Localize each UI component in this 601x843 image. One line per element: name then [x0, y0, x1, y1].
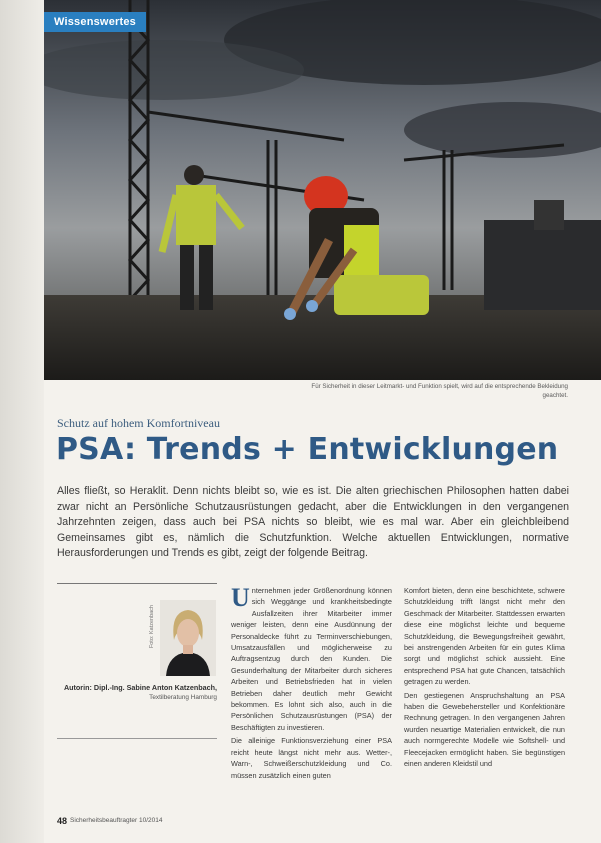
author-box-top-rule — [57, 583, 217, 584]
drop-cap: U — [231, 583, 250, 612]
body-paragraph: Komfort bieten, denn eine beschichtete, schwere Schutzkleidung trifft längst nicht mehr den Geschmack der Mitarbeiter. Stattdessen erwarten diese eine möglichst leichte und bequeme Schutzkleidung, die Bewegungsfreiheit gewährt, bei anstrengenden Arbeiten für ein gutes Klima sorgt und möglichst schick aussieht. Eine entsprechend PSA hat gute Chancen, tatsächlich getragen zu werden. — [404, 586, 565, 687]
construction-workers-photo — [44, 0, 601, 380]
author-role: Textilberatung Hamburg — [149, 694, 217, 701]
author-name: Autorin: Dipl.-Ing. Sabine Anton Katzenbach, — [63, 683, 217, 692]
hero-photo — [44, 0, 601, 380]
journal-footer: Sicherheitsbeauftragter 10/2014 — [70, 817, 163, 824]
article-lead: Alles fließt, so Heraklit. Denn nichts bleibt so, wie es ist. Die alten griechischen Philosophen hatten dabei zwar nicht an Persönliche Schutzausrüstungen gedacht, aber die Entwicklungen in den vergangenen Jahrzehnten zeigen, dass auch bei PSA nichts so bleibt, wie es mal war. Aber ein gleichbleibend Gemeinsames gibt es, nämlich die Schutzfunktion. Welche aktuellen Entwicklungen, normative Herausforderungen und Trends es gibt, zeigt der folgende Beitrag. — [57, 485, 569, 559]
photo-caption: Für Sicherheit in dieser Leitmarkt- und Funktion spielt, wird auf die entsprechende Bekleidung geachtet. — [311, 383, 568, 399]
page-number: 48 — [57, 816, 68, 826]
article-headline: PSA: Trends + Entwicklungen — [56, 432, 559, 467]
body-paragraph — [231, 585, 392, 733]
author-portrait-image — [160, 600, 216, 676]
paragraph-text: nternehmen jeder Größenordnung können sich Weggänge und krankheitsbedingte Ausfallzeiten ihrer Mitarbeiter immer weniger leisten, denn eine Ausdünnung der Personaldecke führt zu Terminverschiebungen, Umsatzausfällen und möglicherweise zu Auftragsentzug durch den Kunden. Die Gesunderhaltung der Mitarbeiter durch sicheres Arbeiten und Betriebsfrieden hat in vielen Betrieben daher deutlich mehr Gewicht bekommen. Es lohnt sich also, auch in die Persönlichen Schutzausrüstungen (PSA) der Beschäftigten zu investieren. — [231, 586, 392, 732]
section-label: Wissenswertes — [44, 12, 146, 32]
article-kicker: Schutz auf hohem Komfortniveau — [57, 416, 220, 430]
page-binding-shadow — [0, 0, 44, 843]
body-paragraph: Die alleinige Funktionsverziehung einer PSA reicht heute längst nicht mehr aus. Wetter-, Warn-, Schweißerschutzkleidung und Co. müssen zusätzlich einen guten — [231, 736, 392, 780]
body-column-2 — [404, 585, 565, 772]
body-paragraph: Den gestiegenen Anspruchshaltung an PSA haben die Gewebehersteller und Konfektionäre Rechnung getragen. In den vergangenen Jahren wurden neuartige Materialien entwickelt, die nun auch normgerechte Modelle wie Softshell- und Fleecejacken ermöglicht haben. Sie begünstigen einen anderen Kleidstil und — [404, 690, 565, 769]
photo-credit: Foto: Katzenbach — [149, 605, 155, 649]
author-portrait — [160, 600, 216, 676]
author-box-bottom-rule — [57, 738, 217, 739]
body-column-1 — [231, 585, 392, 783]
